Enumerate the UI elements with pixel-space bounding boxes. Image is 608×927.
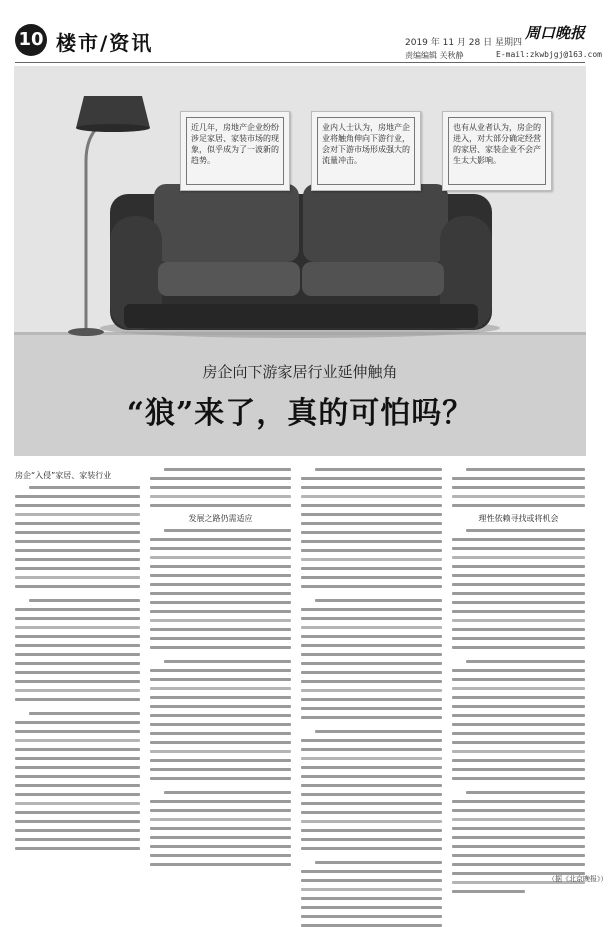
body-text-line	[301, 585, 442, 588]
body-text-line	[15, 698, 140, 701]
body-text-line	[150, 741, 291, 744]
body-text-line	[452, 863, 585, 866]
body-text-line	[315, 861, 442, 864]
body-text-line	[301, 698, 442, 701]
body-text-line	[452, 504, 585, 507]
body-text-line	[452, 477, 585, 480]
body-text-line	[15, 680, 140, 683]
body-text-line	[301, 680, 442, 683]
body-text-line	[15, 576, 140, 579]
body-text-line	[150, 777, 291, 780]
body-text-line	[15, 775, 140, 778]
body-text-line	[15, 748, 140, 751]
body-text-line	[452, 619, 585, 622]
body-text-line	[301, 915, 442, 918]
quote-card-text: 业内人士认为，房地产企业将触角伸向下游行业，会对下游市场形成强大的流量冲击。	[317, 117, 415, 185]
body-text-line	[164, 660, 291, 663]
body-text-line	[150, 477, 291, 480]
body-text-line	[452, 741, 585, 744]
body-text-line	[452, 495, 585, 498]
body-text-line	[452, 687, 585, 690]
body-text-line	[150, 768, 291, 771]
quote-card-text: 近几年，房地产企业纷纷涉足家居、家装市场的现象，似乎成为了一波新的趋势。	[186, 117, 284, 185]
body-text-line	[15, 689, 140, 692]
body-text-line	[150, 687, 291, 690]
body-text-line	[301, 617, 442, 620]
body-text-line	[452, 601, 585, 604]
body-text-line	[301, 802, 442, 805]
body-text-line	[150, 678, 291, 681]
body-text-line	[301, 531, 442, 534]
body-text-line	[301, 549, 442, 552]
body-text-line	[301, 671, 442, 674]
body-text-line	[301, 847, 442, 850]
body-text-line	[150, 637, 291, 640]
body-text-line	[301, 775, 442, 778]
body-text-line	[15, 838, 140, 841]
body-text-line	[452, 854, 585, 857]
body-text-line	[15, 662, 140, 665]
body-text-line	[29, 712, 140, 715]
body-text-line	[301, 716, 442, 719]
body-text-line	[301, 504, 442, 507]
article-subtitle: 房企向下游家居行业延伸触角	[202, 363, 398, 381]
body-text-line	[301, 567, 442, 570]
body-text-line	[150, 583, 291, 586]
body-text-line	[150, 601, 291, 604]
body-text-line	[150, 592, 291, 595]
body-text-line	[301, 879, 442, 882]
body-text-line	[15, 540, 140, 543]
body-text-line	[452, 818, 585, 821]
body-text-line	[452, 696, 585, 699]
body-text-line	[15, 644, 140, 647]
body-text-line	[150, 732, 291, 735]
body-text-line	[150, 818, 291, 821]
body-text-line	[150, 556, 291, 559]
body-text-line	[315, 599, 442, 602]
body-text-line	[452, 768, 585, 771]
body-text-line	[15, 671, 140, 674]
body-text-line	[452, 610, 585, 613]
body-text-line	[150, 809, 291, 812]
body-text-line	[452, 592, 585, 595]
body-text-line	[452, 836, 585, 839]
body-text-line	[164, 529, 291, 532]
body-text-line	[15, 558, 140, 561]
body-text-line	[452, 565, 585, 568]
body-text-line	[301, 870, 442, 873]
body-text-line	[150, 619, 291, 622]
body-text-line	[150, 750, 291, 753]
body-text-line	[452, 827, 585, 830]
body-text-line	[150, 486, 291, 489]
body-text-line	[452, 628, 585, 631]
date-line: 2019 年 11 月 28 日 星期四	[405, 38, 522, 48]
body-text-line	[301, 748, 442, 751]
body-text-line	[452, 723, 585, 726]
body-text-line	[301, 766, 442, 769]
body-text-line	[15, 495, 140, 498]
article-headline: “狼”来了，真的可怕吗？	[126, 396, 474, 431]
body-text-line	[452, 669, 585, 672]
body-text-line	[150, 705, 291, 708]
quote-card-text: 也有从业者认为，房企的进入，对大部分确定经营的家居、家装企业不会产生太大影响。	[448, 117, 546, 185]
body-text-line	[452, 890, 525, 893]
body-text-line	[15, 721, 140, 724]
section-subhead: 房企“入侵”家居、家装行业	[15, 471, 112, 480]
body-text-line	[452, 646, 585, 649]
body-text-line	[301, 888, 442, 891]
body-text-line	[15, 757, 140, 760]
body-text-line	[301, 635, 442, 638]
body-text-line	[15, 549, 140, 552]
body-text-line	[452, 759, 585, 762]
body-column-3	[301, 468, 442, 886]
body-text-line	[150, 538, 291, 541]
body-text-line	[301, 576, 442, 579]
body-text-line	[150, 696, 291, 699]
body-text-line	[15, 617, 140, 620]
body-text-line	[15, 567, 140, 570]
newspaper-masthead: 周口晚报	[525, 24, 586, 42]
hero-illustration	[14, 66, 586, 456]
body-text-line	[452, 800, 585, 803]
body-text-line	[29, 599, 140, 602]
body-text-line	[301, 540, 442, 543]
body-text-line	[15, 608, 140, 611]
body-text-line	[150, 495, 291, 498]
body-text-line	[15, 802, 140, 805]
body-text-line	[452, 845, 585, 848]
section-title: 楼市/资讯	[56, 31, 154, 55]
body-text-line	[301, 897, 442, 900]
quote-card	[180, 111, 290, 191]
body-text-line	[150, 800, 291, 803]
body-text-line	[452, 705, 585, 708]
body-text-line	[150, 845, 291, 848]
body-text-line	[452, 732, 585, 735]
body-column-1	[15, 468, 140, 886]
body-text-line	[301, 757, 442, 760]
quote-card	[311, 111, 421, 191]
body-text-line	[315, 468, 442, 471]
body-text-line	[452, 583, 585, 586]
body-text-line	[452, 574, 585, 577]
body-text-line	[301, 811, 442, 814]
body-text-line	[150, 836, 291, 839]
page-number-badge: 10	[15, 24, 47, 56]
body-text-line	[150, 854, 291, 857]
body-text-line	[466, 660, 585, 663]
body-text-line	[466, 529, 585, 532]
body-text-line	[150, 669, 291, 672]
body-text-line	[301, 707, 442, 710]
section-subhead: 理性依赖寻找或将机会	[478, 514, 559, 523]
body-text-line	[150, 827, 291, 830]
body-text-line	[301, 662, 442, 665]
body-text-line	[150, 565, 291, 568]
body-text-line	[164, 791, 291, 794]
body-text-line	[452, 538, 585, 541]
body-column-2	[150, 468, 291, 886]
body-text-line	[466, 468, 585, 471]
body-text-line	[150, 863, 291, 866]
body-text-line	[301, 906, 442, 909]
sofa-illustration	[110, 184, 492, 330]
body-text-line	[301, 784, 442, 787]
header-rule	[15, 62, 585, 63]
body-text-line	[452, 547, 585, 550]
body-text-line	[15, 531, 140, 534]
body-text-line	[15, 793, 140, 796]
body-text-line	[150, 723, 291, 726]
body-text-line	[15, 513, 140, 516]
body-text-line	[15, 730, 140, 733]
body-text-line	[301, 626, 442, 629]
body-text-line	[15, 653, 140, 656]
body-text-line	[301, 739, 442, 742]
body-text-line	[301, 477, 442, 480]
body-text-line	[15, 820, 140, 823]
body-text-line	[150, 714, 291, 717]
body-text-line	[301, 644, 442, 647]
body-text-line	[15, 504, 140, 507]
body-text-line	[29, 486, 140, 489]
body-text-line	[15, 784, 140, 787]
body-text-line	[301, 608, 442, 611]
body-text-line	[452, 750, 585, 753]
body-text-line	[150, 610, 291, 613]
body-text-line	[301, 793, 442, 796]
body-text-line	[15, 635, 140, 638]
body-text-line	[15, 585, 140, 588]
body-text-line	[150, 628, 291, 631]
body-text-line	[301, 486, 442, 489]
body-text-line	[301, 829, 442, 832]
body-text-line	[15, 811, 140, 814]
body-text-line	[301, 820, 442, 823]
quote-card	[442, 111, 552, 191]
body-text-line	[150, 646, 291, 649]
body-text-line	[15, 522, 140, 525]
body-text-line	[15, 847, 140, 850]
body-text-line	[301, 838, 442, 841]
body-text-line	[15, 766, 140, 769]
body-text-line	[164, 468, 291, 471]
body-text-line	[301, 558, 442, 561]
body-text-line	[452, 809, 585, 812]
body-text-line	[315, 730, 442, 733]
body-text-line	[452, 678, 585, 681]
body-text-line	[301, 653, 442, 656]
body-text-line	[150, 574, 291, 577]
body-text-line	[452, 637, 585, 640]
body-text-line	[150, 759, 291, 762]
section-subhead: 发展之路仍需适应	[188, 514, 253, 523]
page-header	[0, 0, 600, 66]
body-text-line	[452, 777, 585, 780]
body-column-4	[452, 468, 585, 886]
body-text-line	[301, 689, 442, 692]
body-text-line	[301, 513, 442, 516]
source-credit: （据《北京晚报》）	[548, 875, 608, 883]
body-text-line	[15, 626, 140, 629]
body-text-line	[150, 547, 291, 550]
body-text-line	[452, 556, 585, 559]
contact-email: E-mail:zkwbjgj@163.com	[496, 50, 602, 59]
body-text-line	[15, 739, 140, 742]
body-text-line	[150, 504, 291, 507]
body-text-line	[452, 486, 585, 489]
body-text-line	[15, 829, 140, 832]
body-text-line	[452, 714, 585, 717]
editor-line: 责编编辑 关秋静	[405, 51, 464, 60]
body-text-line	[466, 791, 585, 794]
body-text-line	[301, 495, 442, 498]
body-text-line	[301, 522, 442, 525]
